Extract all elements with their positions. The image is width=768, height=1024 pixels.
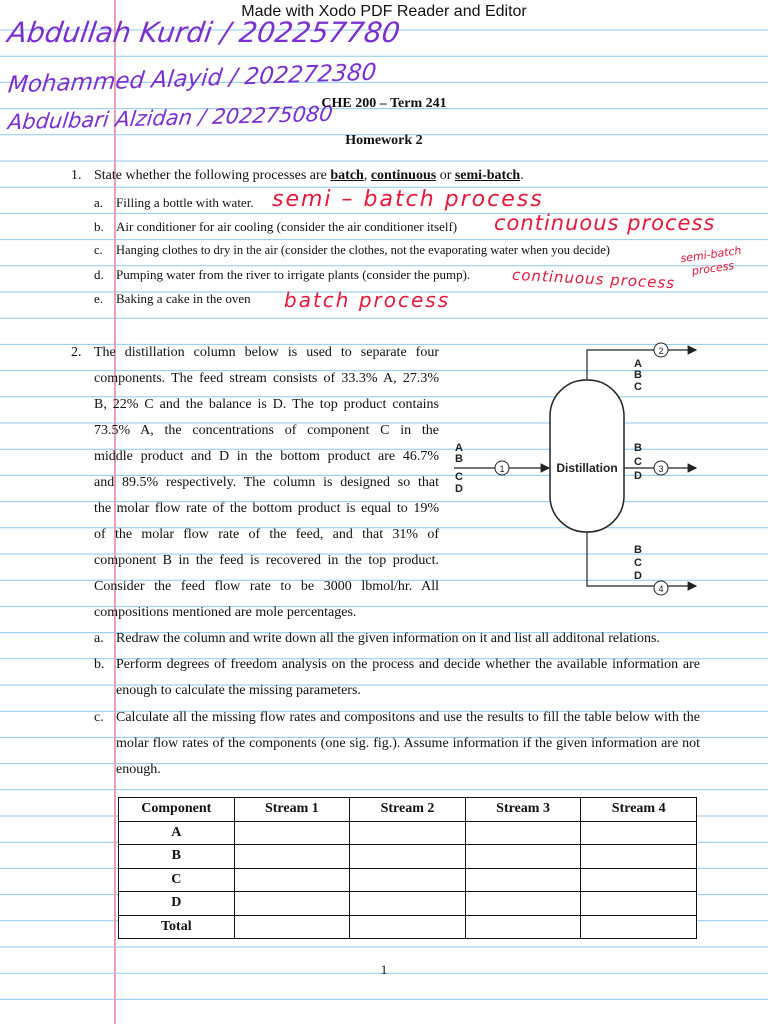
q2-number: 2.: [71, 345, 82, 360]
row-label: B: [119, 845, 235, 869]
table-cell[interactable]: [350, 845, 466, 869]
table-cell[interactable]: [234, 892, 350, 916]
top-comp-B: B: [634, 369, 642, 381]
top-comp-C: C: [634, 381, 642, 393]
answer-c: semi-batch process: [679, 243, 743, 278]
table-cell[interactable]: [465, 915, 581, 939]
table-row: [119, 845, 697, 869]
middle-comp-C: C: [634, 456, 642, 468]
bottom-comp-D: D: [634, 570, 642, 582]
stream-3-number: 3: [658, 464, 664, 474]
row-label: C: [119, 868, 235, 892]
table-header: Stream 1: [234, 798, 350, 822]
signature-2: Mohammed Alayid / 202272380: [6, 59, 378, 99]
distillation-column: [550, 380, 624, 532]
column-label: Distillation: [556, 461, 618, 475]
table-cell[interactable]: [350, 892, 466, 916]
q2-part-c: c. Calculate all the missing flow rates and compositons and use the results to fill the table below with the molar flow rates of the components (one sig. fig.). Assume information if the given information are not enough.: [94, 710, 700, 778]
q2-part-b: b. Perform degrees of freedom analysis on the process and decide whether the available information are enough to calculate the missing parameters.: [94, 657, 700, 699]
table-cell[interactable]: [581, 821, 697, 845]
feed-comp-A: A: [455, 442, 463, 454]
feed-comp-C: C: [455, 471, 463, 483]
middle-comp-D: D: [634, 470, 642, 482]
q1-item-e: e. Baking a cake in the oven: [94, 291, 251, 306]
feed-comp-B: B: [455, 453, 463, 465]
answer-e: batch process: [284, 288, 451, 312]
stream-1-number: 1: [499, 464, 505, 474]
bottom-comp-B: B: [634, 544, 642, 556]
q2-paragraph: The distillation column below is used to separate four components. The feed stream consists of 33.3% A, 27.3% B, 22% C and the balance is D. The top product contains 73.5% A, the concentrations of component C in the middle product and D in the bottom product are 46.7% and 89.5% respectively. The column is designed so that the molar flow rate of the bottom product is equal to 19% of the molar flow rate of the feed, and that 31% of component B in the feed is recovered in the top product. Consider the feed flow rate to be 3000 lbmol/hr. All compositions mentioned are mole percentages.: [94, 345, 439, 620]
table-cell[interactable]: [350, 868, 466, 892]
keyword-semi-batch: semi-batch: [454, 168, 521, 183]
watermark-banner: Made with Xodo PDF Reader and Editor: [241, 3, 527, 20]
table-row: [119, 915, 697, 939]
page-number: 1: [380, 962, 388, 977]
signature-3: Abdulbari Alzidan / 202275080: [6, 101, 335, 135]
row-label: A: [119, 821, 235, 845]
answer-b: continuous process: [494, 211, 716, 235]
signature-1: Abdullah Kurdi / 202257780: [5, 16, 403, 49]
answer-d: continuous process: [511, 265, 676, 293]
table-cell[interactable]: [465, 845, 581, 869]
row-label: D: [119, 892, 235, 916]
table-cell[interactable]: [234, 915, 350, 939]
q1-prompt: State whether the following processes are batch, continuous or semi-batch.: [94, 168, 524, 183]
q1-item-d: d. Pumping water from the river to irrigate plants (consider the pump).: [94, 267, 471, 282]
q1-number: 1.: [71, 168, 82, 183]
table-cell[interactable]: [465, 821, 581, 845]
table-header: Stream 4: [581, 798, 697, 822]
table-row: [119, 821, 697, 845]
table-row: [119, 868, 697, 892]
table-cell[interactable]: [465, 892, 581, 916]
distillation-diagram: [446, 338, 706, 600]
table-cell[interactable]: [234, 821, 350, 845]
table-cell[interactable]: [234, 868, 350, 892]
table-cell[interactable]: [234, 845, 350, 869]
table-header-row: [119, 798, 697, 822]
table-row: [119, 892, 697, 916]
table-cell[interactable]: [581, 868, 697, 892]
keyword-batch: batch: [330, 168, 364, 183]
course-title: CHE 200 – Term 241: [321, 96, 447, 111]
table-cell[interactable]: [581, 892, 697, 916]
middle-comp-B: B: [634, 442, 642, 454]
stream-2-number: 2: [658, 346, 664, 356]
table-cell[interactable]: [350, 915, 466, 939]
table-header: Component: [119, 798, 235, 822]
bottom-comp-C: C: [634, 557, 642, 569]
stream-4-number: 4: [658, 584, 664, 594]
q2-part-a: a. Redraw the column and write down all the given information on it and list all additonal relations.: [94, 631, 660, 646]
keyword-continuous: continuous: [370, 168, 437, 183]
table-cell[interactable]: [581, 915, 697, 939]
top-comp-A: A: [634, 358, 642, 370]
row-label: Total: [119, 915, 235, 939]
table-header: Stream 3: [465, 798, 581, 822]
homework-title: Homework 2: [345, 133, 423, 148]
feed-comp-D: D: [455, 483, 463, 495]
component-table: [118, 797, 697, 939]
table-cell[interactable]: [581, 845, 697, 869]
q1-item-a: a. Filling a bottle with water.: [94, 195, 254, 210]
table-cell[interactable]: [465, 868, 581, 892]
table-header: Stream 2: [350, 798, 466, 822]
table-cell[interactable]: [350, 821, 466, 845]
answer-a: semi – batch process: [272, 187, 544, 212]
q1-item-c: c. Hanging clothes to dry in the air (consider the clothes, not the evaporating water when you decide): [94, 243, 610, 257]
q1-item-b: b. Air conditioner for air cooling (consider the air conditioner itself): [94, 219, 458, 234]
